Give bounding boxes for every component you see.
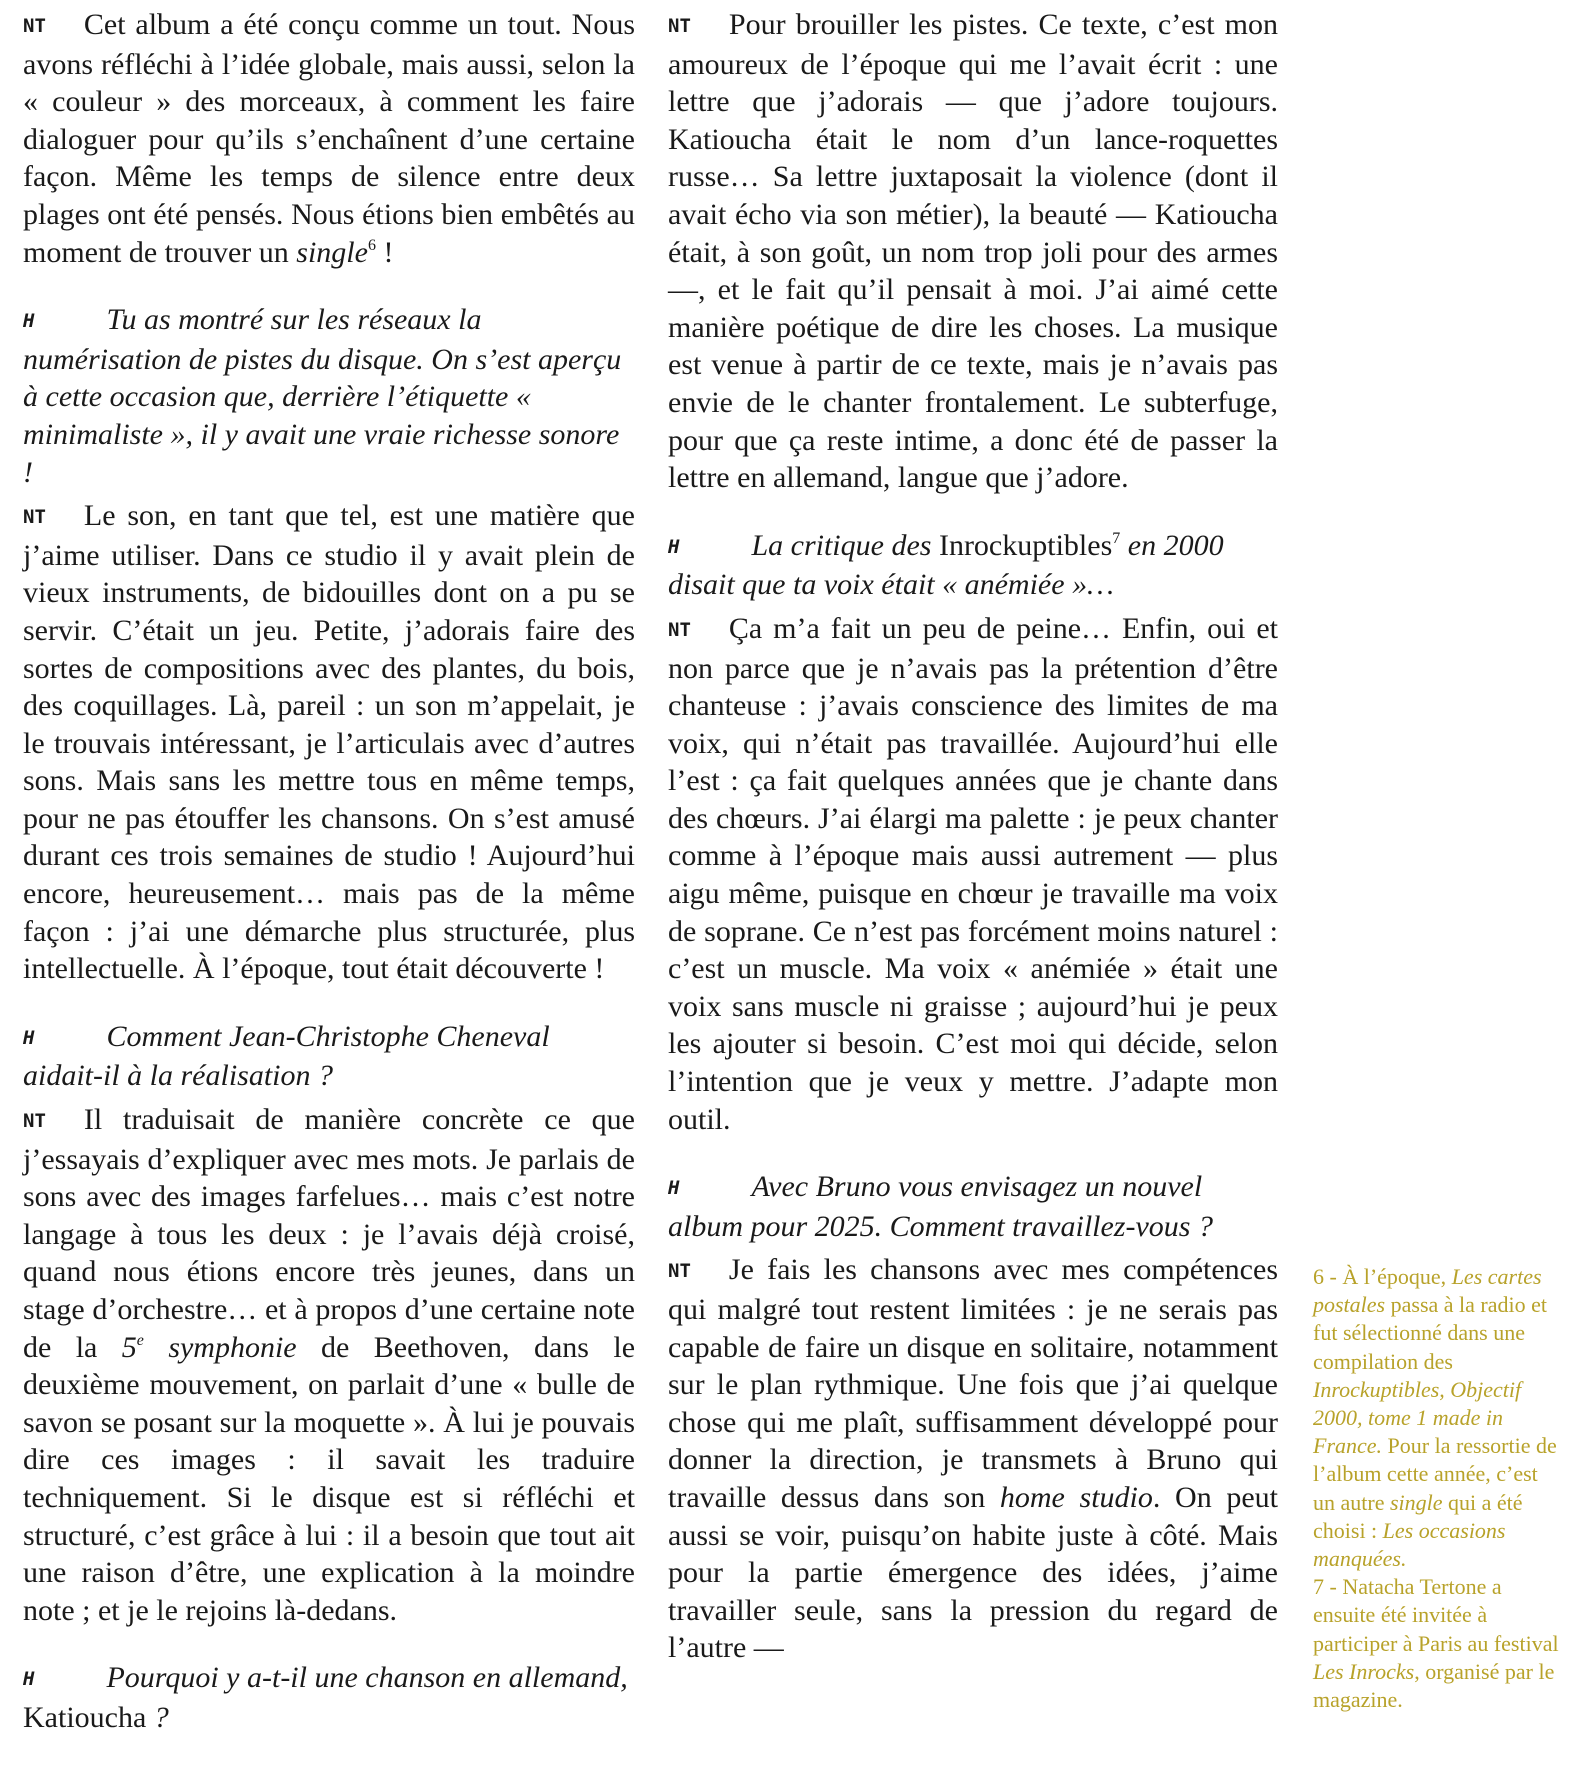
interview-question: [23, 1018, 635, 1095]
middle-column: [668, 6, 1278, 1697]
footnotes-column: [1313, 1263, 1565, 1714]
footnote-ref: 6: [367, 236, 376, 254]
text-run: Katioucha: [23, 1700, 147, 1734]
text-run: Je fais les chansons avec mes compétences qui malgré tout restent limitées : je ne serais pas capable de faire un disque en solitaire, notamment sur le plan rythmique. Une fois que j’ai quelque chose qui me plaît, suffisamment développé pour donner la direction, je transmets à Bruno qui travaille dessus dans son: [668, 1253, 1278, 1514]
text-run: 7 - Natacha Tertone a ensuite été invitée à participer à Paris au festival: [1313, 1574, 1559, 1656]
interview-question: [668, 1168, 1278, 1245]
text-run: Les cartes postales: [1313, 1264, 1542, 1318]
speaker-tag: H: [23, 1026, 35, 1049]
text-run: home studio: [999, 1480, 1153, 1514]
text-run: , organisé par le magazine.: [1313, 1658, 1555, 1713]
speaker-tag: NT: [23, 15, 46, 37]
interview-question: [668, 527, 1278, 604]
text-run: Il traduisait de manière concrète ce que j’essayais d’expliquer avec mes mots. Je parlais de sons avec des images farfelues… mais c’est notre langage à tous les deux : je l’avais déjà croisé, quand nous étions encore très jeunes, dans un stage d’orchestre… et à propos d’une certaine note de la: [23, 1103, 635, 1364]
speaker-tag: NT: [668, 15, 691, 37]
speaker-tag: H: [23, 310, 35, 333]
text-run: Ça m’a fait un peu de peine… Enfin, oui et non parce que je n’avais pas la prétention d’être chanteuse : j’avais conscience des limites de ma voix, qui n’était pas travaillée. Aujourd’hui elle l’est : ça fait quelques années que je chante dans des chœurs. J’ai élargi ma palette : je peux chanter comme à l’époque mais aussi autrement — plus aigu même, puisque en chœur je travaille ma voix de soprane. Ce n’est pas forcément moins naturel : c’est un muscle. Ma voix « anémiée » était une voix sans muscle ni graisse ; aujourd’hui je peux les ajouter si besoin. C’est moi qui décide, selon l’intention que je veux y mettre. J’adapte mon outil.: [668, 611, 1278, 1136]
speaker-tag: H: [668, 1177, 680, 1200]
text-run: . On peut aussi se voir, puisqu’on habite juste à côté. Mais pour la partie émergence des idées, j’aime travailler seule, sans la pression du regard de l’autre —: [668, 1480, 1278, 1665]
text-run: 5: [121, 1330, 137, 1364]
speaker-tag: NT: [23, 506, 46, 529]
left-column: [23, 6, 635, 1743]
speaker-tag: NT: [23, 1110, 46, 1133]
speaker-tag: NT: [668, 618, 691, 641]
interview-answer: [668, 610, 1278, 1138]
text-run: Pourquoi y a-t-il une chanson en allemand,: [106, 1661, 628, 1695]
interview-answer: [23, 497, 635, 988]
speaker-tag: H: [668, 535, 680, 558]
text-run: Le son, en tant que tel, est une matière que j’aime utiliser. Dans ce studio il y avait plein de vieux instruments, de bidouilles dont on a pu se servir. C’était un jeu. Petite, j’adorais faire des sortes de compositions avec des plantes, du bois, des coquillages. Là, pareil : un son m’appelait, je le trouvais intéressant, je l’articulais avec d’autres sons. Mais sans les mettre tous en même temps, pour ne pas étouffer les chansons. On s’est amusé durant ces trois semaines de studio ! Aujourd’hui encore, heureusement… mais pas de la même façon : j’ai une démarche plus structurée, plus intellectuelle. À l’époque, tout était découverte !: [23, 499, 635, 986]
interview-answer: [668, 1251, 1278, 1667]
text-run: single: [1389, 1489, 1443, 1515]
text-run: Pour brouiller les pistes. Ce texte, c’est mon amoureux de l’époque qui me l’avait écrit : une lettre que j’adorais — que j’adore toujours. Katioucha était le nom d’un lance-roquettes russe… Sa lettre juxtaposait la violence (dont il avait écho via son métier), la beauté — Katioucha était, à son goût, un nom trop joli pour des armes —, et le fait qu’il pensait à moi. J’ai aimé cette manière poétique de dire les choses. La musique est venue à partir de ce texte, mais je n’avais pas envie de le chanter frontalement. Le subterfuge, pour que ça reste intime, a donc été de passer la lettre en allemand, langue que j’adore.: [668, 8, 1278, 495]
text-run: en 2000 disait que ta voix était « anémiée »…: [668, 528, 1224, 602]
text-run: de Beethoven, dans le deuxième mouvement, on parlait d’une « bulle de savon se posant sur la moquette ». À lui je pouvais dire ces images : il savait les traduire techniquement. Si le disque est si réfléchi et structuré, c’est grâce à lui : il a besoin que tout ait une raison d’être, une explication à la moindre note ; et je le rejoins là-dedans.: [23, 1330, 636, 1627]
text-run: Les Inrocks: [1313, 1658, 1415, 1684]
interview-question: [23, 301, 635, 491]
text-run: Tu as montré sur les réseaux la numérisation de pistes du disque. On s’est aperçu à cette occasion que, derrière l’étiquette « minimaliste », il y avait une vraie richesse sonore !: [23, 303, 622, 489]
interview-answer: [23, 6, 635, 271]
speaker-tag: H: [23, 1668, 35, 1691]
text-run: Inrockuptibles: [938, 528, 1113, 562]
speaker-tag: NT: [668, 1260, 691, 1283]
text-run: La critique des: [751, 528, 939, 562]
text-run: Avec Bruno vous envisagez un nouvel album pour 2025. Comment travaillez-vous ?: [668, 1170, 1213, 1243]
text-run: passa à la radio et fut sélectionné dans une compilation des: [1313, 1292, 1547, 1374]
text-run: Pour la ressortie de l’album cette année, c’est un autre: [1313, 1433, 1557, 1515]
footnote-ref: 7: [1112, 529, 1121, 547]
text-run: 6 - À l’époque,: [1313, 1264, 1452, 1289]
text-run: !: [375, 235, 394, 269]
text-run: ?: [146, 1700, 169, 1734]
footnote: [1313, 1263, 1565, 1573]
interview-answer: [23, 1101, 635, 1629]
footnote-ref: e: [136, 1331, 144, 1349]
text-run: Comment Jean-Christophe Cheneval aidait-il à la réalisation ?: [23, 1019, 550, 1093]
interview-question: [23, 1659, 635, 1736]
text-run: symphonie: [143, 1330, 297, 1364]
footnote: [1313, 1573, 1565, 1714]
text-run: qui a été choisi :: [1313, 1489, 1523, 1543]
interview-answer: [668, 6, 1278, 497]
text-run: Les occasions manquées.: [1313, 1517, 1506, 1572]
text-run: Inrockuptibles, Objectif 2000, tome 1 made in France.: [1313, 1376, 1522, 1459]
text-run: Cet album a été conçu comme un tout. Nous avons réfléchi à l’idée globale, mais aussi, selon la « couleur » des morceaux, à comment les faire dialoguer pour qu’ils s’enchaînent d’une certaine façon. Même les temps de silence entre deux plages ont été pensés. Nous étions bien embêtés au moment de trouver un: [23, 8, 635, 269]
text-run: single: [296, 235, 368, 269]
